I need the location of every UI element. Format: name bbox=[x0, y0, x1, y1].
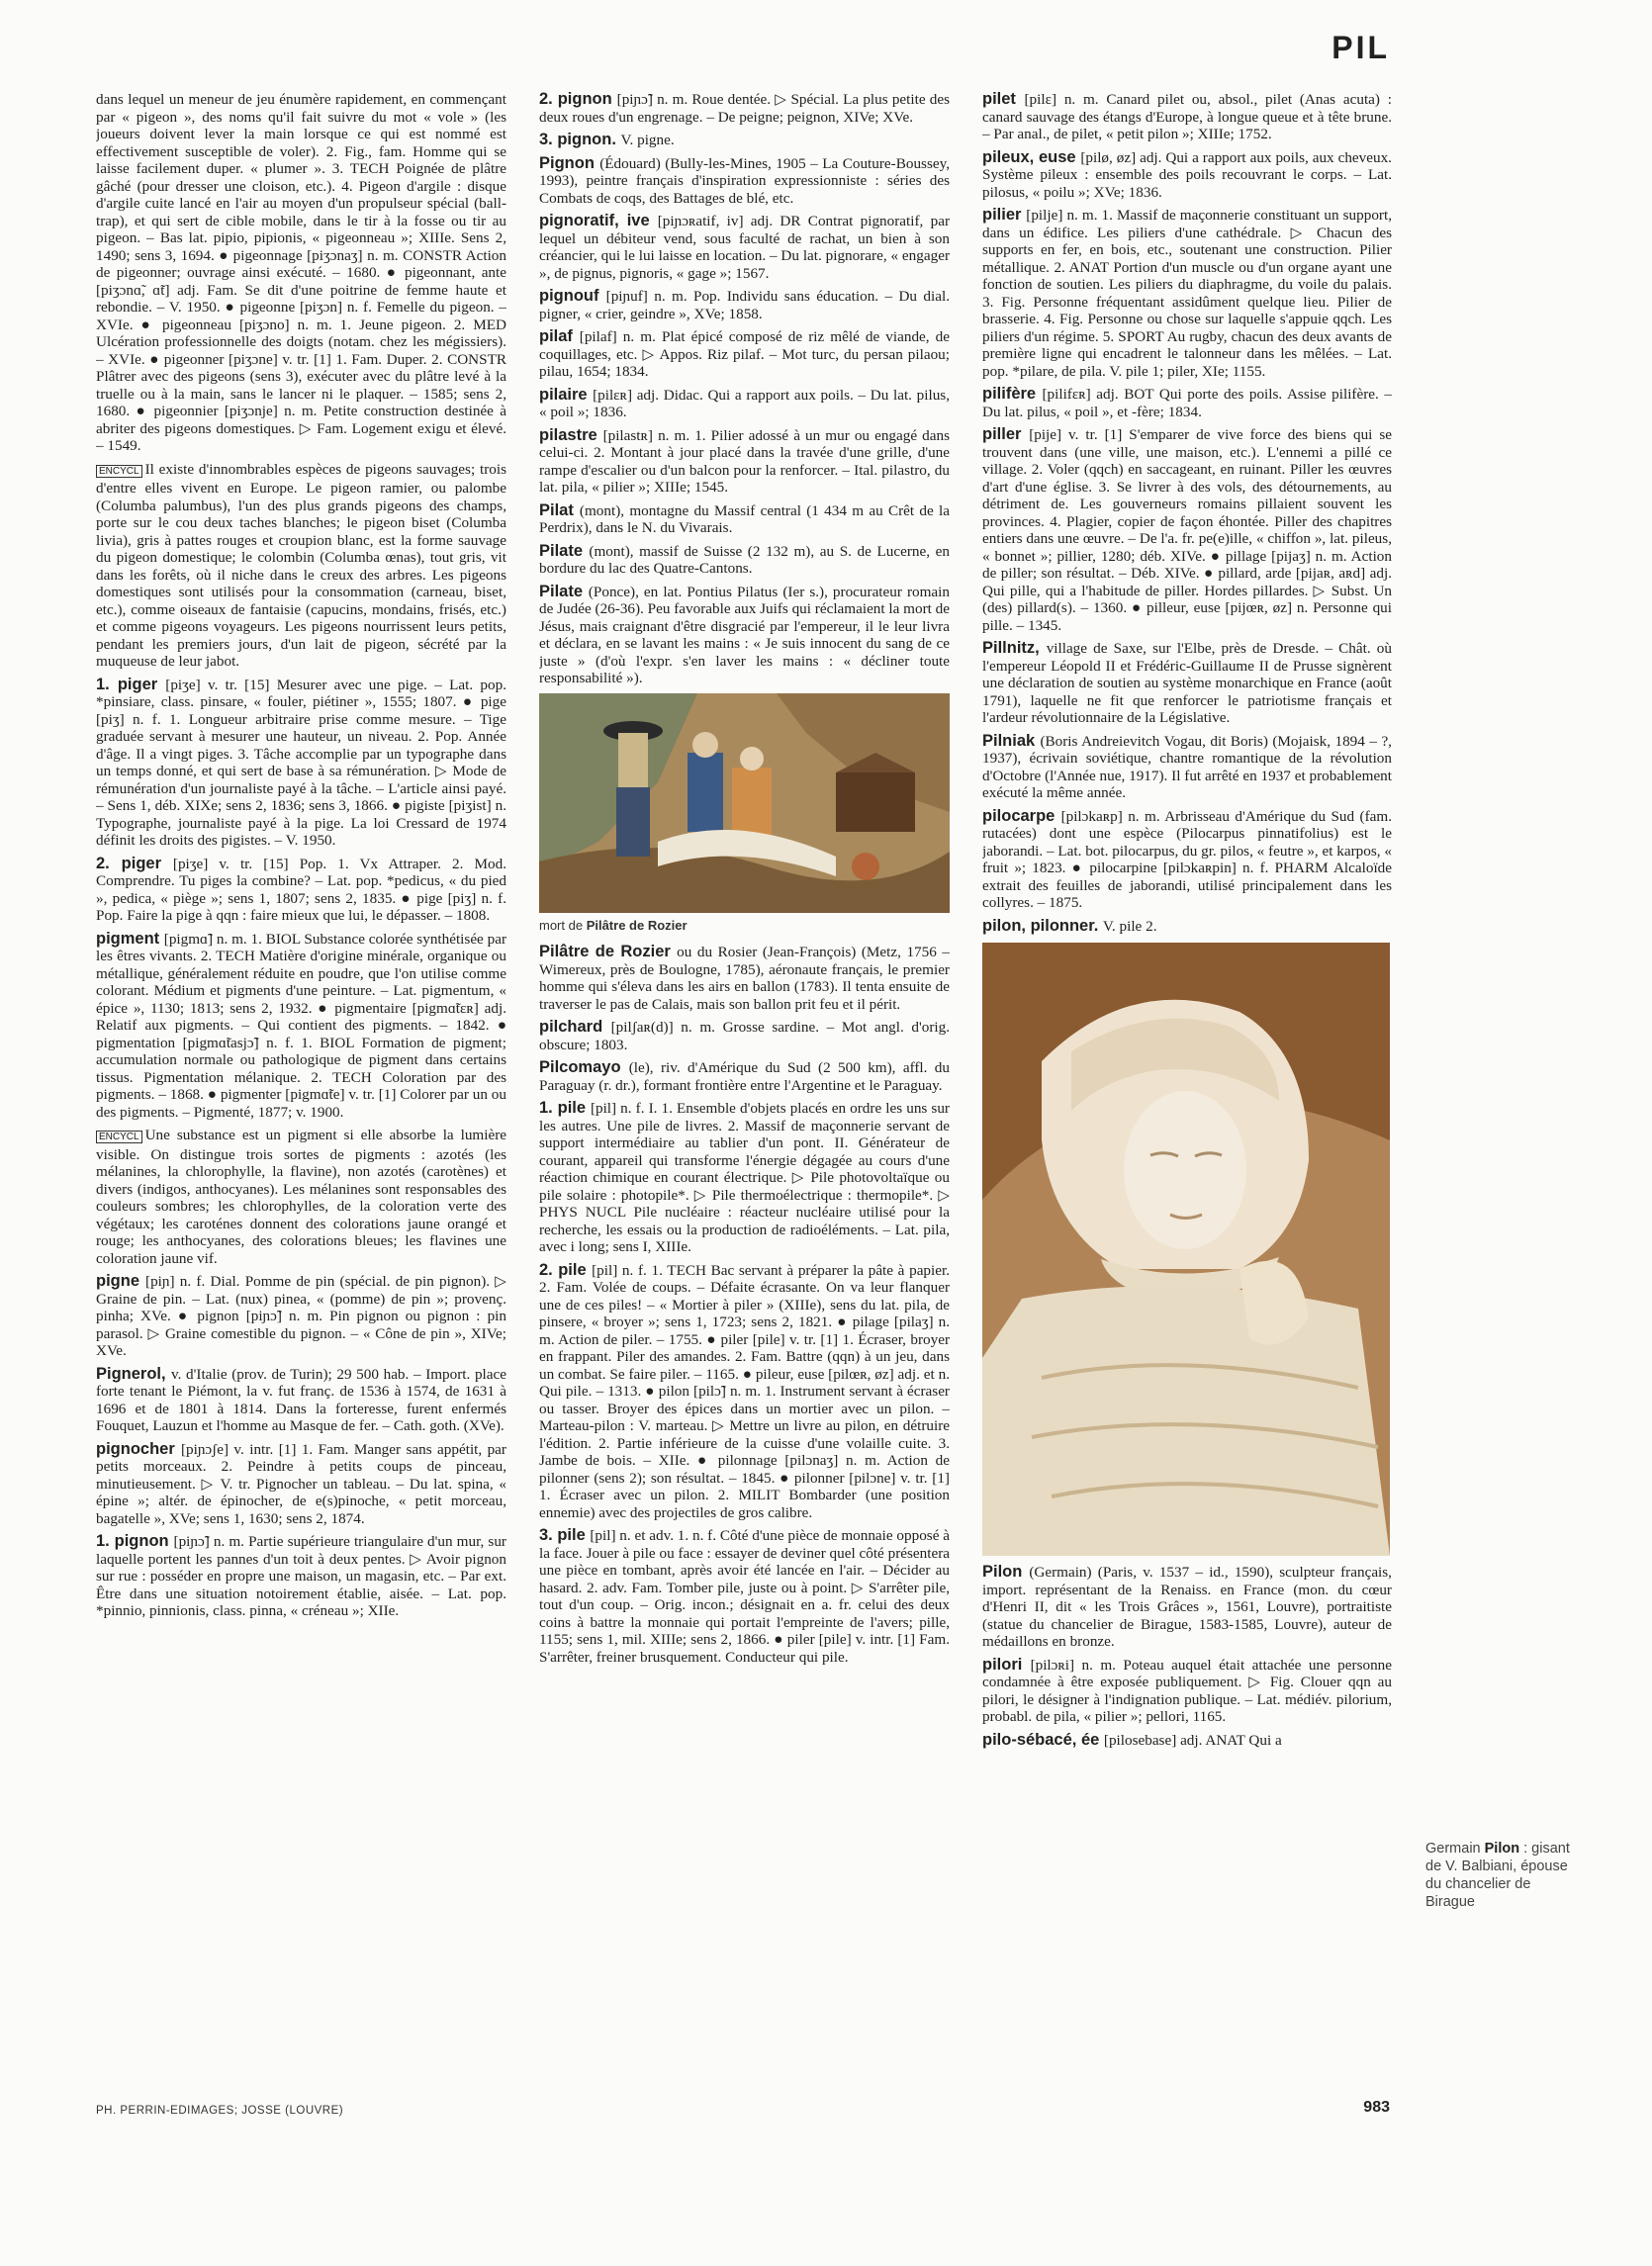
entry-headword: Pilate bbox=[539, 541, 590, 560]
entry-headword: pigment bbox=[96, 929, 164, 948]
entry-headword: 2. pile bbox=[539, 1260, 593, 1279]
entry-definition: [pil] n. f. 1. TECH Bac servant à préparer la pâte à papier. 2. Fam. Volée de coups. – Défaite écrasante. On va leur flanquer une de ces piles! – « Mortier à piler » (XIIIe), sens du lat. pila, de pinsere, « broyer »; sens 1, 1723; sens 2, 1821. ● pilage [pilaʒ] n. m. Action de piler. – 1755. ● piler [pile] v. tr. [1] 1. Écraser, broyer en frappant. Piler des amandes. 2. Fam. Battre (qqn) à un jeu, dans un combat. Se faire piler. – 1165. ● pileur, euse [pilœʀ, øz] adj. et n. Qui pile. – 1313. ● pilon [pilɔ̃] n. m. 1. Instrument servant à écraser ou tasser. Broyer des épices dans un mortier avec un pilon. – Marteau-pilon : V. marteau. ▷ Mettre un livre au pilon, en détruire l'édition. 2. Partie inférieure de la cuisse d'une volaille cuite. 3. Jambe de bois. – XIIe. ● pilonnage [pilɔnaʒ] n. m. Action de pilonner (sens 2); son résultat. – 1845. ● pilonner [pilɔne] v. tr. [1] 1. Écraser avec un pilon. 2. MILIT Bombarder (une position ennemie) avec des projectiles de gros calibre. bbox=[539, 1261, 950, 1521]
dictionary-entry bbox=[96, 1441, 506, 1528]
entry-definition: v. d'Italie (prov. de Turin); 29 500 hab. – Import. place forte tenant le Piémont, la v. fut franç. de 1536 à 1574, de 1631 à 1696 et de 1801 à 1814. Dans la forteresse, furent enfermés Fouquet, Lauzun et l'homme au Masque de fer. – Cath. goth. (XVe). bbox=[96, 1365, 506, 1434]
dictionary-entry bbox=[982, 808, 1392, 912]
entry-headword: 1. pignon bbox=[96, 1532, 174, 1550]
entry-definition: [pilɛ] n. m. Canard pilet ou, absol., pilet (Anas acuta) : canard sauvage des étangs d'Europe, à longue queue et à tête brune. – Par anal., de pilet, « petit pilon »; XIIIe; 1752. bbox=[982, 91, 1392, 142]
entry-headword: Pilat bbox=[539, 500, 580, 519]
entry-definition: [pilɔʀi] n. m. Poteau auquel était attachée une personne condamnée à être exposée publiquement. ▷ Fig. Clouer qqn au pilori, le désigner à l'indignation publique. – Lat. médiév. pilorium, probabl. de pila, « pilier »; pellori, 1165. bbox=[982, 1656, 1392, 1725]
entry-headword: Pilate bbox=[539, 582, 589, 600]
entry-headword: Pilon bbox=[982, 1563, 1030, 1581]
figure-caption-pilatre bbox=[539, 917, 950, 935]
column-1 bbox=[96, 91, 506, 2099]
entry-definition: [pilaf] n. m. Plat épicé composé de riz mêlé de viande, de coquillages, etc. ▷ Appos. Riz pilaf. – Mot turc, du persan pilaou; pilau, 1654; 1834. bbox=[539, 328, 950, 380]
encycl-tag: ENCYCL bbox=[96, 1131, 142, 1143]
entry-definition: Une substance est un pigment si elle absorbe la lumière visible. On distingue trois sortes de pigments : azotés (les mélanines, la chlorophylle, la flavine), non azotés (carotènes) et divers (indigos, anthocyanes). Les mélanines sont responsables des couleurs sombres; les chlorophylles, de la coloration verte des végétaux; les caroténes donnent des colorations jaune orangé et rouge; les anthocyanes, des colorations bleues; les flavines une coloration jaune vif. bbox=[96, 1127, 506, 1267]
dictionary-entry bbox=[982, 1564, 1392, 1651]
dictionary-entry bbox=[982, 426, 1392, 634]
dictionary-entry bbox=[539, 1100, 950, 1256]
dictionary-entry bbox=[539, 1262, 950, 1522]
dictionary-entry bbox=[982, 91, 1392, 143]
dictionary-entry bbox=[96, 1127, 506, 1267]
dictionary-entry bbox=[982, 640, 1392, 727]
entry-definition: [pilastʀ] n. m. 1. Pilier adossé à un mur ou engagé dans celui-ci. 2. Montant à jour placé dans la travée d'une grille, d'une rampe d'escalier ou d'un balcon pour la renforcer. – Ital. pilastro, du lat. pila, « pilier »; XIIIe; 1545. bbox=[539, 426, 950, 496]
entry-definition: (Germain) (Paris, v. 1537 – id., 1590), sculpteur français, import. représentant de la Renaiss. en France (mon. du cœur d'Henri II, dit « les Trois Grâces », 1561, Louvre), portraitiste (statue du chancelier de Birague, 1583-1585, Louvre), auteur de médaillons en bronze. bbox=[982, 1564, 1392, 1650]
illustration-pilatre-de-rozier bbox=[539, 693, 950, 913]
dictionary-entry bbox=[96, 1366, 506, 1435]
column-3 bbox=[982, 91, 1392, 2099]
dictionary-entry bbox=[982, 733, 1392, 802]
photo-credit: PH. PERRIN-EDIMAGES; JOSSE (LOUVRE) bbox=[96, 2105, 344, 2117]
entry-definition: [pilifɛʀ] adj. BOT Qui porte des poils. Assise pilifère. – Du lat. pilus, « poil », et -fère; 1834. bbox=[982, 386, 1392, 420]
dictionary-entry bbox=[982, 918, 1392, 936]
dictionary-entry bbox=[982, 149, 1392, 202]
entry-headword: pilo-sébacé, ée bbox=[982, 1730, 1104, 1749]
entry-headword: pilet bbox=[982, 91, 1025, 108]
entry-definition: V. pile 2. bbox=[1102, 917, 1157, 935]
entry-headword: 1. piger bbox=[96, 675, 166, 693]
dictionary-entry bbox=[539, 328, 950, 381]
entry-definition: (Ponce), en lat. Pontius Pilatus (Ier s.), procurateur romain de Judée (26-36). Peu favorable aux Juifs qui réclamaient la mort de Jésus, mais craignant d'être disgracié par l'empereur, il le leur livra et déclara, en se lavant les mains : « Je suis innocent du sang de ce juste » (d'où l'expr. s'en laver les mains : « décliner toute responsabilité »). bbox=[539, 583, 950, 686]
dictionary-entry bbox=[539, 543, 950, 578]
dictionary-entry bbox=[539, 427, 950, 497]
dictionary-entry bbox=[96, 677, 506, 850]
entry-definition: village de Saxe, sur l'Elbe, près de Dresde. – Chât. où l'empereur Léopold II et Frédéric-Guillaume II de Prusse signèrent une déclaration de soutien au système monarchique en France (août 1791), laquelle ne fit que renforcer le patriotisme français et l'ardeur révolutionnaire de la Législative. bbox=[982, 640, 1392, 726]
entry-definition: [piɲɔ̃] n. m. Roue dentée. ▷ Spécial. La plus petite des deux roues d'un engrenage. – De peigne; peignon, XIVe; XVe. bbox=[539, 91, 950, 126]
entry-definition: Il existe d'innombrables espèces de pigeons sauvages; trois d'entre elles vivent en Europe. Le pigeon ramier, ou palombe (Columba palumbus), l'un des plus grands pigeons des champs, porte sur le cou deux taches blanches; le pigeon biset (Columba livia), gris à pattes rouges et croupion blanc, est la forme sauvage du pigeon domestique; le colombin (Columba œnas), tout gris, vit dans les forêts, où il niche dans le creux des arbres. Les pigeons domestiques sont utilisés pour la consommation (carneau, biset, etc.), comme oiseaux de fantaisie (capucins, mondains, frisés, etc.) et comme pigeons voyageurs. Les pigeons nourrissent leurs petits, pendant les premiers jours, d'un lait de pigeon, sécrété par la muqueuse de leur jabot. bbox=[96, 460, 506, 670]
entry-definition: dans lequel un meneur de jeu énumère rapidement, en commençant par « pigeon », des noms qu'il fait suivre du mot « vole » (les joueurs doivent lever la main lorsque ce qui est nommé est effectivement susceptible de voler). 2. Fig., fam. Homme qui se laisse facilement duper. « plumer ». 3. TECH Poignée de plâtre gâché (pour dresser une cloison, etc.). 4. Pigeon d'argile : disque d'argile cuite lancé en l'air au moyen d'un propulseur spécial (ball-trap), et qui sert de cible mobile, dans le tir à la fosse ou tir au pigeon. – Bas lat. pipio, pipionis, « pigeonneau »; XIIIe. Sens 2, 1490; sens 3, 1694. ● pigeonnage [piʒɔnaʒ] n. m. CONSTR Action de pigeonner; ouvrage ainsi exécuté. – 1680. ● pigeonnant, ante [piʒɔnɑ̃, ɑ̃t] adj. Fam. Se dit d'une poitrine de femme haute et rebondie. – V. 1950. ● pigeonne [piʒɔn] n. f. Femelle du pigeon. – XVIe. ● pigeonneau [piʒɔno] n. m. 1. Jeune pigeon. 2. MED Ulcération professionnelle des doigts (notam. chez les mégissiers). – XVIe. ● pigeonner [piʒɔne] v. tr. [1] 1. Fam. Duper. 2. CONSTR Plâtrer avec des pigeons (sens 3), exécuter avec du plâtre levé à la truelle ou à la main, sans le lancer ni le plaquer. – 1585; sens 2, 1680. ● pigeonnier [piʒɔnje] n. m. Petite construction destinée à abriter des pigeons domestiques. ▷ Fam. Logement exigu et élevé. – 1549. bbox=[96, 91, 506, 454]
entry-definition: [piɲuf] n. m. Pop. Individu sans éducation. – Du dial. pigner, « crier, geindre », XVe; 1858. bbox=[539, 288, 950, 322]
entry-definition: [piɲɔʃe] v. intr. [1] 1. Fam. Manger sans appétit, par petits morceaux. 2. Peindre à petits coups de pinceau, minutieusement. ▷ V. tr. Pignocher un tableau. – Du lat. spina, « épine »; altér. de épinocher, de e(s)pinoche, « petit morceau, bagatelle », XVe; sens 1, 1630; sens 2, 1874. bbox=[96, 1440, 506, 1527]
entry-headword: 3. pile bbox=[539, 1526, 591, 1544]
caption-prefix: mort de bbox=[539, 917, 587, 933]
dictionary-entry bbox=[96, 91, 506, 455]
entry-headword: pilori bbox=[982, 1655, 1031, 1674]
entry-definition: (le), riv. d'Amérique du Sud (2 500 km), affl. du Paraguay (r. dr.), formant frontière entre l'Argentine et le Paraguay. bbox=[539, 1059, 950, 1094]
entry-headword: 2. piger bbox=[96, 854, 173, 872]
entry-headword: Pilâtre de Rozier bbox=[539, 943, 678, 960]
entry-definition: (Édouard) (Bully-les-Mines, 1905 – La Couture-Boussey, 1993), peintre français d'inspiration expressionniste : séries des Combats de coqs, des Battages de blé, etc. bbox=[539, 154, 950, 207]
dictionary-entry bbox=[539, 1019, 950, 1053]
entry-definition: (mont), montagne du Massif central (1 434 m au Crêt de la Perdrix), dans le N. du Vivarais. bbox=[539, 501, 950, 536]
entry-definition: [pilɔkaʀp] n. m. Arbrisseau d'Amérique du Sud (fam. rutacées) dont une espèce (Pilocarpus pinnatifolius) est le jaborandi. – Lat. bot. pilocarpus, du gr. pilos, « feutre », et karpos, « fruit »; 1823. ● pilocarpine [pilɔkaʀpin] n. f. PHARM Alcaloïde extrait des feuilles de jaborandi, utilisé principalement dans les collyres. – 1875. bbox=[982, 807, 1392, 911]
dictionary-entry bbox=[539, 213, 950, 282]
dictionary-entry bbox=[982, 1657, 1392, 1726]
entry-headword: pilaire bbox=[539, 385, 594, 404]
entry-definition: [pije] v. tr. [1] S'emparer de vive force des biens qui se trouvent dans (une ville, une maison, etc.). L'ennemi a pillé ce village. 2. Voler (qqch) en saccageant, en ruinant. Piller les œuvres d'art d'une église. 3. Se livrer à des vols, des détournements, au détriment de. Les gouverneurs romains pillaient souvent les provinces. 4. Plagier, copier de façon éhontée. Piller des chapitres entiers dans une œuvre. – De l'a. fr. pe(e)ille, « chiffon », lat. pileus, « bonnet »; pillier, 1280; déb. XIVe. ● pillage [pijaʒ] n. m. Action de piller; son résultat. – Déb. XIVe. ● pillard, arde [pijaʀ, aʀd] adj. Qui pille, qui a l'habitude de piller. Hordes pillardes. ▷ Subst. Un (des) pillard(s). – 1360. ● pilleur, euse [pijœʀ, øz] n. Personne qui pille. – 1345. bbox=[982, 426, 1392, 634]
entry-headword: Pignerol, bbox=[96, 1364, 172, 1383]
entry-headword: Pillnitz, bbox=[982, 639, 1047, 657]
entry-definition: (Boris Andreievitch Vogau, dit Boris) (Mojaisk, 1894 – ?, 1937), écrivain soviétique, chantre romantique de la révolution d'Octobre (l'Année nue, 1917). Il fut arrêté en 1937 et probablement exécuté la même année. bbox=[982, 732, 1392, 801]
page-number: 983 bbox=[1363, 2099, 1390, 2116]
entry-definition: [pilje] n. m. 1. Massif de maçonnerie constituant un support, dans un édifice. Les piliers d'une cathédrale. ▷ Chacun des supports en fer, en bois, etc., soutenant une construction. Pilier métallique. 2. ANAT Portion d'un muscle ou d'un organe ayant une fonction de soutien. Les piliers du diaphragme, du voile du palais. 3. Fig. Personne fréquentant assidûment quelque lieu. Pilier de brasserie. 4. Fig. Personne ou chose sur laquelle s'appuie qqch. Les piliers d'un régime. 5. SPORT Au rugby, chacun des deux avants de première ligne qui encadrent le talonneur dans les mêlées. – Lat. pop. *pilare, de pila. V. pile 1; piler, XIe; 1155. bbox=[982, 207, 1392, 380]
dictionary-entry bbox=[96, 1273, 506, 1360]
entry-definition: [pilosebase] adj. ANAT Qui a bbox=[1103, 1731, 1282, 1749]
dictionary-entry bbox=[539, 288, 950, 322]
caption-rest: : gisant de V. Balbiani, épouse du chancelier de Birague bbox=[1425, 1841, 1570, 1910]
entry-headword: pilifère bbox=[982, 385, 1043, 403]
entry-definition: [pigmɑ̃] n. m. 1. BIOL Substance colorée synthétisée par les êtres vivants. 2. TECH Matière d'origine minérale, organique ou métallique, généralement réduite en poudre, que l'on utilise comme colorant. Médium et pigments d'une peinture. – Lat. pigmentum, « épice », 1130; 1813; sens 2, 1932. ● pigmentaire [pigmɑ̃tɛʀ] adj. Relatif aux pigments. – Qui contient des pigments. – 1842. ● pigmentation [pigmɑ̃tasjɔ̃] n. f. 1. BIOL Formation de pigment; accumulation normale ou pathologique de pigment dans certains tissus. Pigmentation mélanique. 2. TECH Coloration par des pigments. – 1868. ● pigmenter [pigmɑ̃te] v. tr. [1] Colorer par un ou des pigments. – Pigmenté, 1877; v. 1900. bbox=[96, 930, 506, 1121]
dictionary-entry bbox=[539, 1059, 950, 1094]
dictionary-entry bbox=[539, 387, 950, 421]
entry-definition: [pilʃaʀ(d)] n. m. Grosse sardine. – Mot angl. d'orig. obscure; 1803. bbox=[539, 1019, 950, 1053]
dictionary-entry bbox=[982, 386, 1392, 420]
entry-headword: pignocher bbox=[96, 1439, 181, 1458]
entry-definition: [pilø, øz] adj. Qui a rapport aux poils, aux cheveux. Système pileux : ensemble des poils recouvrant le corps. – Lat. pilosus, « poilu »; XVe; 1836. bbox=[982, 148, 1392, 201]
entry-headword: Pignon bbox=[539, 153, 600, 172]
dictionary-entry bbox=[982, 1732, 1392, 1750]
dictionary-entry bbox=[96, 856, 506, 925]
entry-headword: pigne bbox=[96, 1272, 146, 1290]
entry-headword: pilier bbox=[982, 206, 1027, 224]
dictionary-entry bbox=[539, 1527, 950, 1666]
entry-headword: pileux, euse bbox=[982, 147, 1081, 166]
entry-headword: Pilniak bbox=[982, 731, 1041, 750]
entry-headword: 1. pile bbox=[539, 1099, 591, 1117]
entry-definition: (mont), massif de Suisse (2 132 m), au S. de Lucerne, en bordure du lac des Quatre-Cantons. bbox=[539, 542, 950, 577]
entry-definition: ou du Rosier (Jean-François) (Metz, 1756 – Wimereux, près de Boulogne, 1785), aéronaute français, le premier homme qui s'éleva dans les airs en ballon (1783). Il tenta ensuite de traverser le pas de Calais, mais son ballon prit feu et il périt. bbox=[539, 944, 950, 1013]
entry-headword: pilocarpe bbox=[982, 806, 1061, 825]
dictionary-entry bbox=[539, 91, 950, 126]
entry-definition: [piɲɔʀatif, iv] adj. DR Contrat pignoratif, par lequel un débiteur vend, sous faculté de rachat, un bien à son créancier, qui le lui laisse en location. – Du lat. pignorare, « engager », de pignus, pignoris, « gage »; 1567. bbox=[539, 213, 950, 282]
dictionary-entry bbox=[539, 944, 950, 1013]
figure-caption-pilon bbox=[1425, 1840, 1584, 1911]
entry-headword: pilaf bbox=[539, 327, 580, 345]
dictionary-entry bbox=[539, 132, 950, 149]
column-2 bbox=[539, 91, 950, 2099]
dictionary-entry bbox=[539, 502, 950, 537]
dictionary-entry bbox=[96, 1533, 506, 1620]
dictionary-entry bbox=[539, 584, 950, 687]
caption-name: Pilon bbox=[1484, 1841, 1520, 1857]
encycl-tag: ENCYCL bbox=[96, 465, 142, 478]
dictionary-entry bbox=[539, 155, 950, 208]
dictionary-entry bbox=[982, 207, 1392, 380]
dictionary-entry bbox=[96, 931, 506, 1122]
caption-name: Pilâtre de Rozier bbox=[586, 917, 688, 933]
entry-headword: Pilcomayo bbox=[539, 1058, 629, 1076]
entry-definition: [pil] n. et adv. 1. n. f. Côté d'une pièce de monnaie opposé à la face. Jouer à pile ou face : essayer de deviner quel côté présentera une pièce en tombant, après avoir été lancée en l'air. – Décider au hasard. 2. adv. Fam. Tomber pile, juste ou à point. ▷ S'arrêter pile, tout d'un coup. – Orig. incon.; désignait en a. fr. celui des deux coins à battre la monnaie qui portait l'empreinte de l'avers; pille, 1155; sens 1, mil. XIIIe; sens 2, 1866. ● piler [pile] v. intr. [1] Fam. S'arrêter, freiner brusquement. Conducteur qui pile. bbox=[539, 1527, 950, 1666]
entry-headword: pignoratif, ive bbox=[539, 212, 658, 229]
entry-definition: [piʒe] v. tr. [15] Pop. 1. Vx Attraper. 2. Mod. Comprendre. Tu piges la combine? – Lat. pop. *pedicus, « du pied », pedica, « piège »; sens 1, 1807; sens 2, 1835. ● pige [piʒ] n. f. Pop. Faire la pige à qqn : faire mieux que lui, le dépasser. – 1808. bbox=[96, 855, 506, 924]
entry-headword: pilchard bbox=[539, 1018, 611, 1036]
entry-headword: pilon, pilonner. bbox=[982, 916, 1103, 935]
caption-prefix: Germain bbox=[1425, 1841, 1485, 1857]
entry-definition: [piʒe] v. tr. [15] Mesurer avec une pige. – Lat. pop. *pinsiare, class. pinsare, « fouler, piétiner », 1555; 1807. ● pige [piʒ] n. f. 1. Longueur arbitraire prise comme mesure. – Tige graduée servant à mesurer une hauteur, un niveau. 2. Pop. Année d'âge. Il a vingt piges. 3. Tâche accomplie par un typographe dans un temps donné, et qui sert de base à sa rémunération. ▷ Mode de rémunération d'un journaliste payé à la tâche. – L'article ainsi payé. – Sens 1, déb. XIXe; sens 2, 1836; sens 3, 1866. ● pigiste [piʒist] n. Typographe, journaliste payé à la pige. La loi Cressard de 1974 définit les droits des pigistes. – V. 1950. bbox=[96, 676, 506, 849]
entry-headword: 3. pignon. bbox=[539, 131, 621, 148]
entry-headword: pilastre bbox=[539, 425, 603, 444]
entry-definition: [pil] n. f. I. 1. Ensemble d'objets placés en ordre les uns sur les autres. Une pile de livres. 2. Massif de maçonnerie servant de support intermédiaire au tablier d'un pont. II. Générateur de courant, appareil qui transforme l'énergie dégagée au cours d'une réaction chimique en courant électrique. ▷ Pile photovoltaïque ou pile solaire : photopile*. ▷ Pile thermoélectrique : thermopile*. ▷ PHYS NUCL Pile nucléaire : réacteur nucléaire utilisé pour la recherche, les essais ou la production de radioéléments. – Lat. pila, avec i long; sens I, XIIIe. bbox=[539, 1100, 950, 1255]
entry-definition: V. pigne. bbox=[620, 132, 675, 148]
entry-headword: 2. pignon bbox=[539, 91, 617, 108]
entry-headword: pignouf bbox=[539, 287, 606, 305]
dictionary-entry bbox=[96, 461, 506, 671]
running-head: PIL bbox=[1331, 30, 1390, 65]
entry-definition: [pilɛʀ] adj. Didac. Qui a rapport aux poils. – Du lat. pilus, « poil »; 1836. bbox=[539, 386, 950, 420]
entry-headword: piller bbox=[982, 425, 1030, 443]
entry-definition: [piɲ] n. f. Dial. Pomme de pin (spécial. de pin pignon). ▷ Graine de pin. – Lat. (nux) pinea, « (pomme) de pin »; provenç. pinha; XVe. ● pignon [piɲɔ̃] n. m. Pin pignon ou pignon : pin parasol. ▷ Graine comestible du pignon. – « Cône de pin », XIVe; XVe. bbox=[96, 1273, 506, 1359]
entry-definition: [piɲɔ̃] n. m. Partie supérieure triangulaire d'un mur, sur laquelle portent les pannes d'un toit à deux pentes. ▷ Avoir pignon sur rue : posséder en propre une maison, un magasin, etc. – Par ext. Être dans une situation notoirement établie, aisée. – Lat. pop. *pinnio, pinnionis, class. pinna, « créneau »; XIIe. bbox=[96, 1533, 506, 1619]
photo-gisant-balbiani bbox=[982, 943, 1390, 1556]
